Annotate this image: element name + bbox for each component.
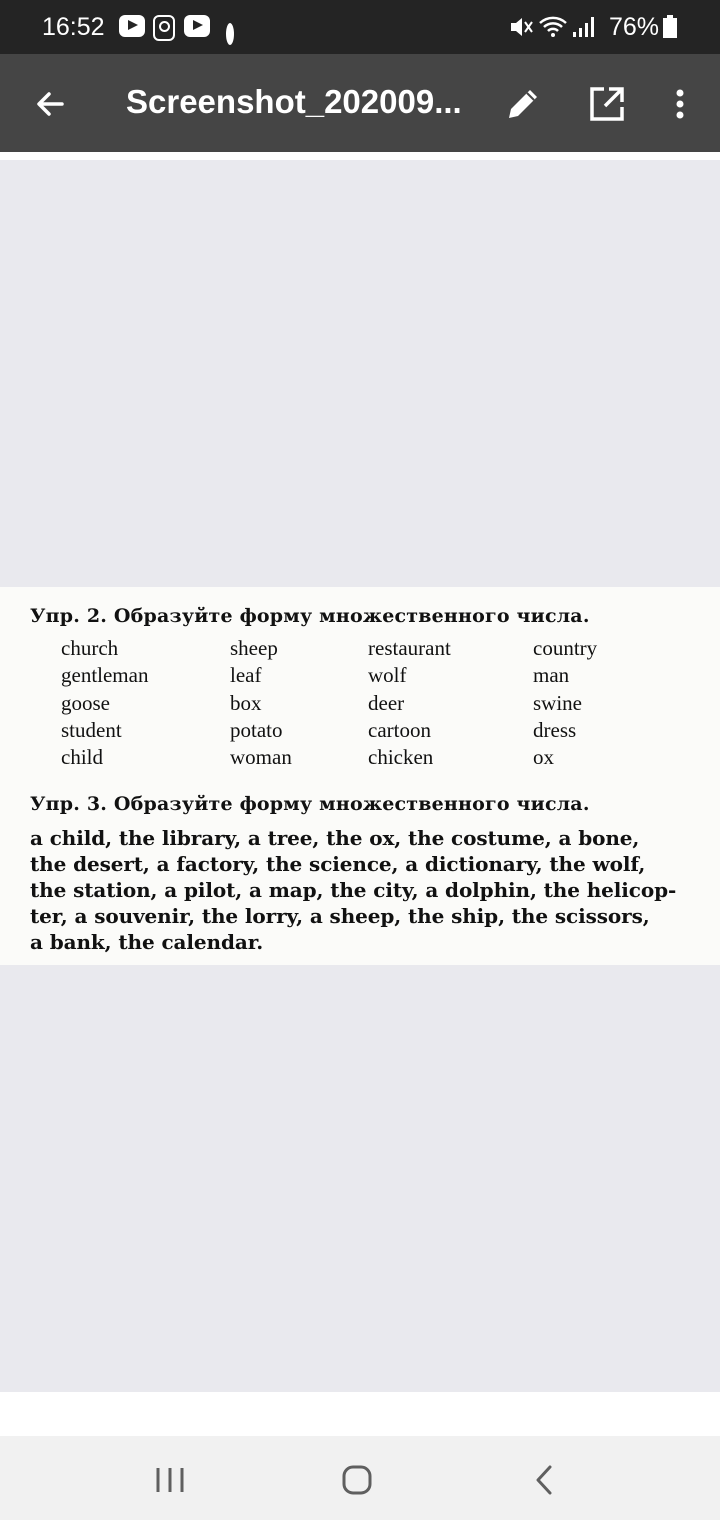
text-line: the station, a pilot, a map, the city, a dolphin, the helicop- (30, 878, 677, 902)
back-nav-button[interactable] (528, 1462, 568, 1498)
open-external-button[interactable] (587, 84, 627, 124)
text-line: the desert, a factory, the science, a dictionary, the wolf, (30, 852, 646, 876)
dot-icon (226, 23, 234, 45)
youtube-icon (184, 15, 210, 37)
home-icon (338, 1462, 378, 1498)
text-line: a child, the library, a tree, the ox, the costume, a bone, (30, 826, 640, 850)
system-nav-bar (0, 1436, 720, 1520)
text-line: ter, a souvenir, the lorry, a sheep, the ship, the scissors, (30, 904, 650, 928)
word-cell: potato (230, 718, 283, 742)
edit-button[interactable] (503, 84, 543, 124)
text-line: a bank, the calendar. (30, 930, 264, 954)
bottom-sheet-peek (0, 1392, 720, 1436)
word-cell: child (61, 745, 103, 769)
pencil-icon (503, 84, 543, 124)
exercise2-heading: Упр. 2. Образуйте форму множественного числа. (30, 605, 590, 627)
word-cell: dress (533, 718, 577, 742)
status-time: 16:52 (42, 13, 105, 41)
chevron-left-icon (528, 1462, 568, 1498)
word-cell: student (61, 718, 122, 742)
mute-icon (508, 14, 534, 40)
status-bar (0, 0, 720, 54)
word-cell: box (230, 691, 262, 715)
recent-apps-button[interactable] (150, 1462, 190, 1498)
word-cell: leaf (230, 663, 262, 687)
more-vert-icon (665, 84, 695, 124)
arrow-left-icon (30, 84, 70, 124)
app-toolbar (0, 54, 720, 152)
file-title: Screenshot_202009... (126, 83, 462, 120)
exercise3-text (30, 825, 677, 955)
instagram-icon (153, 15, 175, 41)
word-cell: country (533, 636, 598, 660)
toolbar-divider (0, 152, 720, 160)
word-cell: church (61, 636, 119, 660)
word-cell: sheep (230, 636, 278, 660)
word-cell: chicken (368, 745, 434, 769)
document-image[interactable] (0, 587, 720, 965)
open-in-new-icon (587, 84, 627, 124)
signal-icon (571, 14, 597, 40)
word-cell: goose (61, 691, 110, 715)
battery-percent: 76% (609, 13, 660, 41)
word-cell: swine (533, 691, 582, 715)
word-cell: deer (368, 691, 405, 715)
youtube-icon (119, 15, 145, 37)
exercise3-heading: Упр. 3. Образуйте форму множественного числа. (30, 793, 590, 815)
battery-icon (662, 14, 678, 40)
recent-apps-icon (150, 1462, 190, 1498)
word-cell: ox (533, 745, 554, 769)
back-button[interactable] (30, 84, 70, 124)
word-cell: gentleman (61, 663, 149, 687)
home-button[interactable] (338, 1462, 378, 1498)
word-cell: woman (230, 745, 292, 769)
word-cell: restaurant (368, 636, 451, 660)
word-cell: man (533, 663, 570, 687)
wifi-icon (538, 14, 568, 40)
word-cell: wolf (368, 663, 407, 687)
more-options-button[interactable] (665, 84, 695, 124)
word-cell: cartoon (368, 718, 431, 742)
